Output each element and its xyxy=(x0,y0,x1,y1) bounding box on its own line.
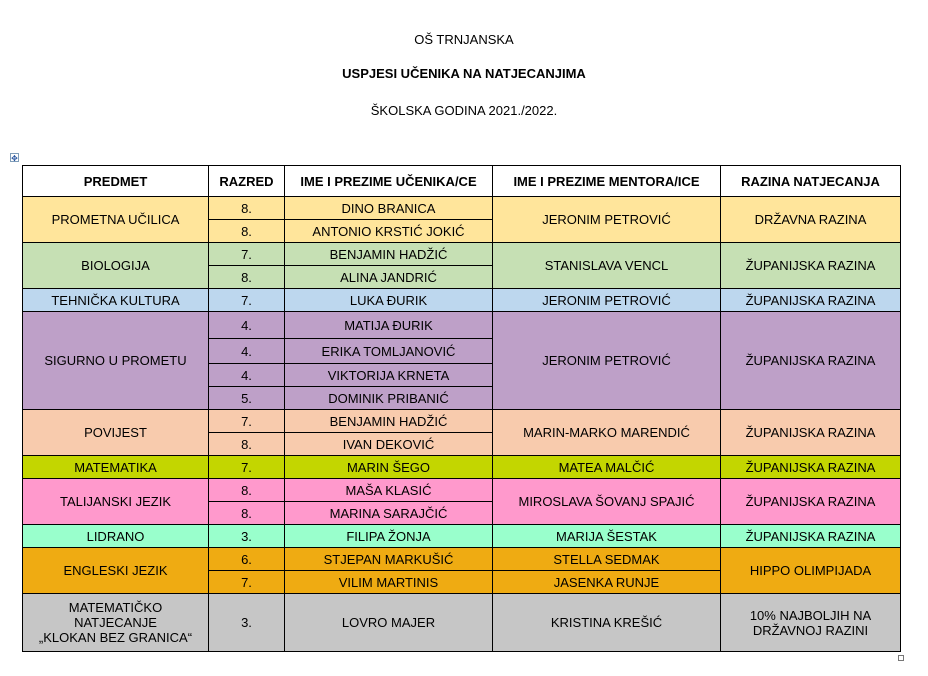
student-cell: BENJAMIN HADŽIĆ xyxy=(285,410,493,433)
grade-cell: 7. xyxy=(209,456,285,479)
table-row xyxy=(23,456,901,479)
level-cell: ŽUPANIJSKA RAZINA xyxy=(721,525,901,548)
student-cell: MATIJA ĐURIK xyxy=(285,312,493,339)
level-cell: ŽUPANIJSKA RAZINA xyxy=(721,289,901,312)
level-cell xyxy=(721,594,901,652)
grade-cell: 3. xyxy=(209,594,285,652)
student-cell: DINO BRANICA xyxy=(285,197,493,220)
level-cell: ŽUPANIJSKA RAZINA xyxy=(721,456,901,479)
grade-cell: 4. xyxy=(209,312,285,339)
subject-cell: ENGLESKI JEZIK xyxy=(23,548,209,594)
student-cell: FILIPA ŽONJA xyxy=(285,525,493,548)
student-cell: LOVRO MAJER xyxy=(285,594,493,652)
grade-cell: 7. xyxy=(209,289,285,312)
level-cell: ŽUPANIJSKA RAZINA xyxy=(721,410,901,456)
grade-cell: 8. xyxy=(209,479,285,502)
table-row xyxy=(23,479,901,502)
subject-cell: LIDRANO xyxy=(23,525,209,548)
school-name: OŠ TRNJANSKA xyxy=(414,32,514,47)
mentor-cell: JERONIM PETROVIĆ xyxy=(493,312,721,410)
level-line: DRŽAVNOJ RAZINI xyxy=(752,622,869,638)
subject-cell: SIGURNO U PROMETU xyxy=(23,312,209,410)
table-row xyxy=(23,594,901,652)
subject-cell: TALIJANSKI JEZIK xyxy=(23,479,209,525)
level-cell: HIPPO OLIMPIJADA xyxy=(721,548,901,594)
table-row xyxy=(23,410,901,433)
table-row xyxy=(23,548,901,571)
table-row xyxy=(23,312,901,339)
table-move-handle-icon[interactable]: ✥ xyxy=(11,154,18,163)
mentor-cell: JERONIM PETROVIĆ xyxy=(493,289,721,312)
subject-cell xyxy=(23,594,209,652)
level-cell: ŽUPANIJSKA RAZINA xyxy=(721,312,901,410)
mentor-cell: STANISLAVA VENCL xyxy=(493,243,721,289)
table-row xyxy=(23,289,901,312)
table-row xyxy=(23,197,901,220)
grade-cell: 8. xyxy=(209,502,285,525)
student-cell: ALINA JANDRIĆ xyxy=(285,266,493,289)
subject-cell: PROMETNA UČILICA xyxy=(23,197,209,243)
grade-cell: 7. xyxy=(209,571,285,594)
level-cell: DRŽAVNA RAZINA xyxy=(721,197,901,243)
header-subject: PREDMET xyxy=(23,166,209,197)
student-cell: DOMINIK PRIBANIĆ xyxy=(285,387,493,410)
student-cell: STJEPAN MARKUŠIĆ xyxy=(285,548,493,571)
student-cell: ANTONIO KRSTIĆ JOKIĆ xyxy=(285,220,493,243)
subject-cell: MATEMATIKA xyxy=(23,456,209,479)
level-cell: ŽUPANIJSKA RAZINA xyxy=(721,243,901,289)
header-grade: RAZRED xyxy=(209,166,285,197)
document-title: USPJESI UČENIKA NA NATJECANJIMA xyxy=(342,66,586,81)
grade-cell: 5. xyxy=(209,387,285,410)
grade-cell: 4. xyxy=(209,364,285,387)
mentor-cell: MARIN-MARKO MARENDIĆ xyxy=(493,410,721,456)
student-cell: MARINA SARAJČIĆ xyxy=(285,502,493,525)
student-cell: MAŠA KLASIĆ xyxy=(285,479,493,502)
grade-cell: 8. xyxy=(209,220,285,243)
student-cell: IVAN DEKOVIĆ xyxy=(285,433,493,456)
subject-cell: BIOLOGIJA xyxy=(23,243,209,289)
grade-cell: 4. xyxy=(209,339,285,364)
grade-cell: 7. xyxy=(209,243,285,266)
subject-cell: POVIJEST xyxy=(23,410,209,456)
table-header-row xyxy=(23,166,901,197)
mentor-cell: MARIJA ŠESTAK xyxy=(493,525,721,548)
header-student: IME I PREZIME UČENIKA/CE xyxy=(285,166,493,197)
mentor-cell: JASENKA RUNJE xyxy=(493,571,721,594)
mentor-cell: MIROSLAVA ŠOVANJ SPAJIĆ xyxy=(493,479,721,525)
grade-cell: 8. xyxy=(209,266,285,289)
mentor-cell: JERONIM PETROVIĆ xyxy=(493,197,721,243)
table-row xyxy=(23,243,901,266)
subject-line: NATJECANJE xyxy=(74,615,157,630)
student-cell: ERIKA TOMLJANOVIĆ xyxy=(285,339,493,364)
grade-cell: 3. xyxy=(209,525,285,548)
grade-cell: 8. xyxy=(209,433,285,456)
grade-cell: 6. xyxy=(209,548,285,571)
student-cell: BENJAMIN HADŽIĆ xyxy=(285,243,493,266)
level-cell: ŽUPANIJSKA RAZINA xyxy=(721,479,901,525)
header-mentor: IME I PREZIME MENTORA/ICE xyxy=(493,166,721,197)
student-cell: VIKTORIJA KRNETA xyxy=(285,364,493,387)
level-line: 10% NAJBOLJIH NA xyxy=(749,607,872,623)
table-row xyxy=(23,525,901,548)
school-year: ŠKOLSKA GODINA 2021./2022. xyxy=(370,103,558,118)
student-cell: LUKA ĐURIK xyxy=(285,289,493,312)
subject-line: „KLOKAN BEZ GRANICA“ xyxy=(38,630,193,645)
header-level: RAZINA NATJECANJA xyxy=(721,166,901,197)
mentor-cell: STELLA SEDMAK xyxy=(493,548,721,571)
mentor-cell: MATEA MALČIĆ xyxy=(493,456,721,479)
student-cell: MARIN ŠEGO xyxy=(285,456,493,479)
mentor-cell: KRISTINA KREŠIĆ xyxy=(493,594,721,652)
grade-cell: 8. xyxy=(209,197,285,220)
student-cell: VILIM MARTINIS xyxy=(285,571,493,594)
table-resize-handle[interactable] xyxy=(898,655,904,661)
subject-cell: TEHNIČKA KULTURA xyxy=(23,289,209,312)
grade-cell: 7. xyxy=(209,410,285,433)
subject-line: MATEMATIČKO xyxy=(68,600,163,615)
competition-results-table xyxy=(22,165,901,652)
